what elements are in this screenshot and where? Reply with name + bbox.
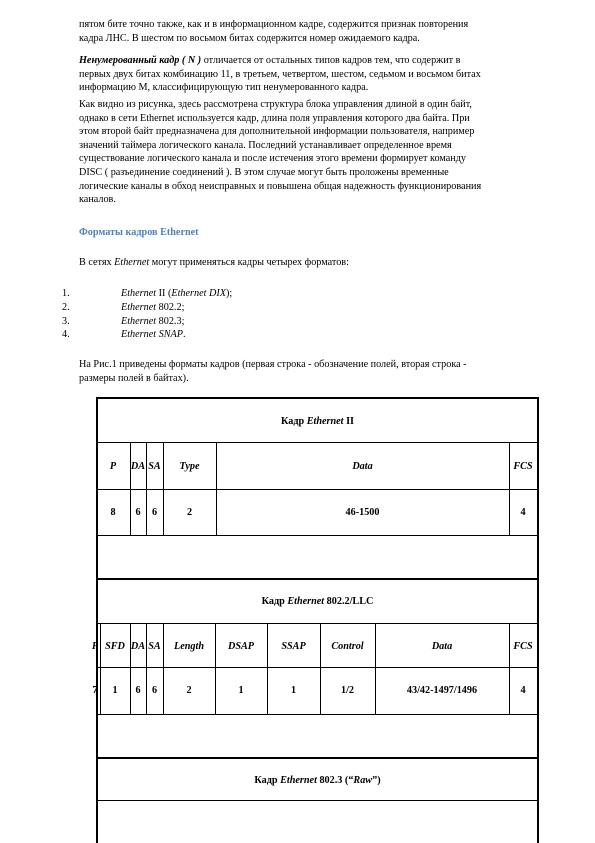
unnumbered-line-1: отличается от остальных типов кадров тем, что содержит в — [201, 55, 461, 66]
size-da: 6 — [135, 507, 141, 518]
field-da: DA — [130, 641, 146, 652]
size-ssap: 1 — [290, 685, 297, 696]
unnumbered-line-3: информацию М, классифицирующую тип ненумерованного кадра. — [79, 82, 369, 94]
field-control: Control — [331, 641, 364, 652]
table-divider — [96, 800, 539, 801]
intro-line-1: пятом бите точно также, как и в информационном кадре, содержится признак повторения — [79, 19, 469, 30]
formats-intro-text-1: В сетях — [79, 257, 115, 268]
unnumbered-line-2: первых двух битах комбинацию 11, в третьем, четвертом, шестом, седьмом и восьмом битах — [79, 68, 481, 80]
unnumbered-paragraph — [79, 54, 549, 95]
size-fcs: 4 — [520, 685, 526, 696]
size-sfd: 1 — [112, 685, 118, 696]
list-rest: 802.3; — [156, 315, 185, 327]
control-line-5: существование логического канала и после истечения этого времени формирует команду — [79, 153, 467, 165]
size-type: 2 — [186, 507, 193, 518]
list-number: 2. — [62, 301, 70, 313]
list-rest: II ( — [156, 288, 172, 299]
control-line-8: каналов. — [79, 194, 116, 206]
field-fcs: FCS — [513, 641, 533, 652]
list-main: Ethernet — [121, 301, 157, 313]
size-data: 43/42-1497/1496 — [406, 685, 478, 696]
size-p: 8 — [110, 507, 116, 518]
field-p: P — [91, 641, 99, 652]
control-paragraph — [79, 98, 549, 207]
table-divider — [96, 535, 539, 536]
list-em2: Ethernet DIX — [171, 288, 226, 299]
table-divider — [96, 578, 539, 580]
figure-note-line-1: На Рис.1 приведены форматы кадров (первая строка - обозначение полей, вторая строка - — [79, 359, 467, 370]
control-line-3: этом второй байт предназначена для дополнительной информации пользователя, например — [79, 126, 475, 138]
size-fcs: 4 — [520, 507, 526, 518]
control-line-4: значений таймера логического канала. Последний устанавливает определенное время — [79, 139, 452, 151]
field-data: Data — [352, 461, 373, 472]
table-divider — [96, 757, 539, 759]
field-data: Data — [431, 641, 453, 652]
formats-intro-text-2: могут применяться кадры четырех форматов: — [149, 257, 349, 268]
figure-note-line-2: размеры полей в байтах). — [79, 372, 189, 384]
list-rest: . — [182, 329, 186, 341]
control-line-6: DISC ( разъединение соединений ). В этом случае могут быть проложены временные — [79, 166, 449, 178]
size-sa: 6 — [151, 507, 158, 518]
field-type: Type — [179, 461, 200, 472]
control-line-2: однако в сети Ethernet используется кадр, длина поля управления которого два байта. При — [79, 112, 470, 124]
field-dsap: DSAP — [227, 641, 255, 652]
size-length: 2 — [186, 685, 192, 696]
formats-intro — [79, 256, 549, 270]
ethernet2-title: Кадр Ethernet II — [281, 416, 354, 427]
size-da: 6 — [135, 685, 141, 696]
size-sa: 6 — [151, 685, 158, 696]
field-ssap: SSAP — [281, 641, 306, 652]
size-data: 46-1500 — [345, 507, 380, 518]
field-p: P — [109, 461, 117, 472]
intro-line-2: кадра ЛНС. В шестом по восьмом битах содержится номер ожидаемого кадра. — [79, 32, 420, 44]
unnumbered-term: Ненумерованный кадр ( N ) — [79, 55, 202, 66]
field-da: DA — [130, 461, 146, 472]
field-fcs: FCS — [513, 461, 533, 472]
list-number: 4. — [62, 329, 70, 341]
list-main: Ethernet — [121, 288, 157, 299]
list-number: 1. — [62, 288, 70, 299]
raw-title: Кадр Ethernet 802.3 (“Raw”) — [254, 775, 381, 786]
list-number: 3. — [62, 315, 70, 327]
list-main: Ethernet — [121, 315, 157, 327]
field-sa: SA — [148, 461, 161, 472]
intro-paragraph — [79, 18, 549, 45]
field-length: Length — [173, 641, 204, 652]
size-dsap: 1 — [238, 685, 244, 696]
list-tail: ); — [225, 288, 233, 299]
list-main: Ethernet SNAP — [121, 329, 183, 341]
field-sfd: SFD — [105, 641, 125, 652]
control-line-7: логические каналы в обход неисправных и повышена общая надежность функционирования — [79, 180, 482, 192]
list-rest: 802.2; — [156, 301, 185, 313]
figure-note — [79, 358, 549, 385]
field-sa: SA — [148, 641, 161, 652]
control-line-1: Как видно из рисунка, здесь рассмотрена структура блока управления длиной в один байт, — [79, 99, 472, 110]
size-p: 7 — [92, 685, 98, 696]
llc-title: Кадр Ethernet 802.2/LLC — [261, 596, 374, 607]
size-control: 1/2 — [340, 685, 355, 696]
section-heading: Форматы кадров Ethernet — [79, 227, 199, 238]
table-divider — [96, 714, 539, 715]
formats-intro-em: Ethernet — [114, 257, 150, 268]
